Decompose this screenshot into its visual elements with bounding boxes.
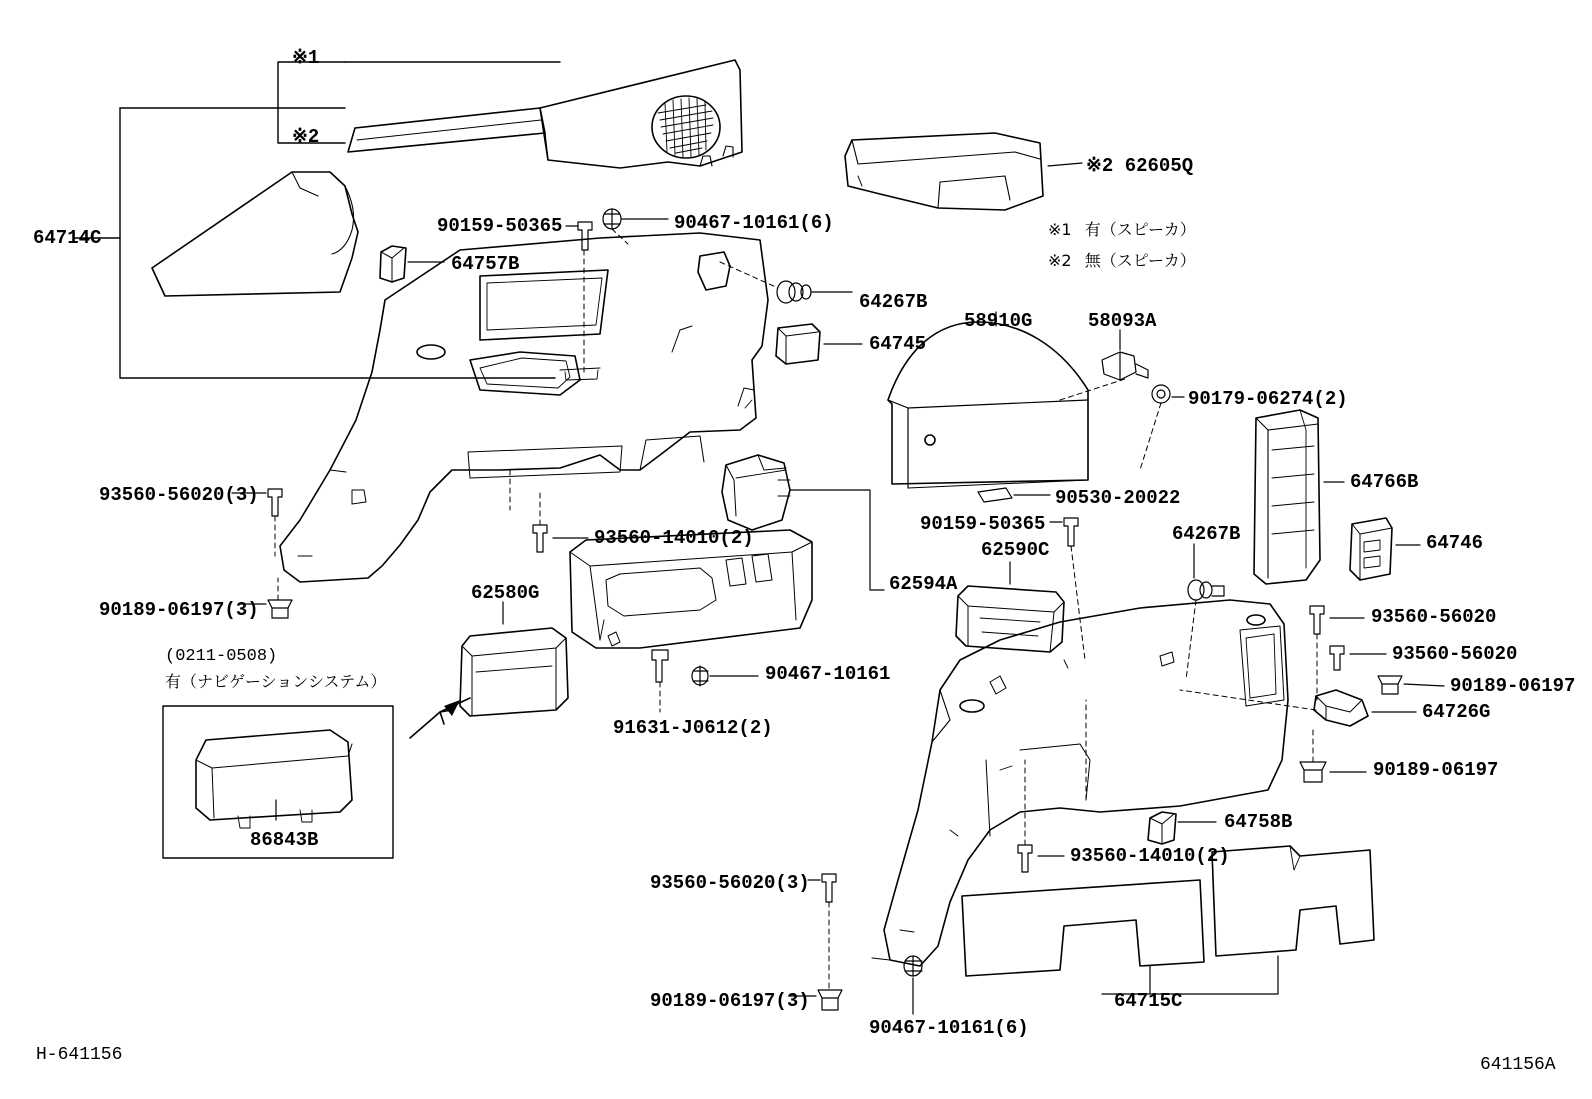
callout-93560-56020-left: 93560-56020(3) (99, 484, 259, 506)
callout-64757B: 64757B (451, 253, 520, 275)
legend-note-1 (1048, 221, 1196, 239)
legend-note-1-text: 有（スピーカ） (1084, 220, 1196, 239)
callout-62590C: 62590C (981, 539, 1050, 561)
callout-90530-20022: 90530-20022 (1055, 487, 1181, 509)
callout-mark-2: ※2 (292, 126, 320, 148)
callout-90467-10161-bottom: 90467-10161(6) (869, 1017, 1029, 1039)
legend-note-2 (1048, 252, 1196, 270)
inset-caption: 有（ナビゲーションシステム） (165, 672, 387, 691)
callout-64726G: 64726G (1422, 701, 1491, 723)
callout-64745: 64745 (869, 333, 927, 355)
callout-mark-1: ※1 (292, 47, 320, 69)
callout-62594A: 62594A (889, 573, 958, 595)
callout-90189-06197-right-1: 90189-06197 (1450, 675, 1576, 697)
callout-62605Q: ※2 62605Q (1086, 155, 1194, 177)
callout-64758B: 64758B (1224, 811, 1293, 833)
legend-note-2-mark: ※2 (1048, 251, 1072, 270)
sheet-code-left: H-641156 (36, 1045, 123, 1065)
callout-90179-06274: 90179-06274(2) (1188, 388, 1348, 410)
legend-note-2-text: 無（スピーカ） (1084, 251, 1196, 270)
callout-93560-56020-right-2: 93560-56020 (1392, 643, 1518, 665)
callout-64267B-right: 64267B (1172, 523, 1241, 545)
callout-90189-06197-bottom: 90189-06197(3) (650, 990, 810, 1012)
callout-58910G: 58910G (964, 310, 1033, 332)
callout-58093A: 58093A (1088, 310, 1157, 332)
callout-90159-50365-right: 90159-50365 (920, 513, 1046, 535)
inset-date-range: (0211-0508) (165, 647, 278, 666)
callout-64267B-upper: 64267B (859, 291, 928, 313)
callout-64766B: 64766B (1350, 471, 1419, 493)
callout-90467-10161-top: 90467-10161(6) (674, 212, 834, 234)
callout-91631-J0612: 91631-J0612(2) (613, 717, 773, 739)
callout-93560-56020-right-1: 93560-56020 (1371, 606, 1497, 628)
callout-90189-06197-left: 90189-06197(3) (99, 599, 259, 621)
callout-93560-14010-bottom: 93560-14010(2) (1070, 845, 1230, 867)
callout-62580G: 62580G (471, 582, 540, 604)
callout-64715C: 64715C (1114, 990, 1183, 1012)
inset-part-86843B: 86843B (250, 829, 319, 851)
callout-64746: 64746 (1426, 532, 1484, 554)
callout-64714C: 64714C (33, 227, 102, 249)
callout-90189-06197-right-2: 90189-06197 (1373, 759, 1499, 781)
legend-note-1-mark: ※1 (1048, 220, 1072, 239)
sheet-code-right: 641156A (1480, 1055, 1556, 1075)
callout-93560-14010-center: 93560-14010(2) (594, 527, 754, 549)
callout-93560-56020-bottom: 93560-56020(3) (650, 872, 810, 894)
callout-90159-50365-top: 90159-50365 (437, 215, 563, 237)
callout-90467-10161-center: 90467-10161 (765, 663, 891, 685)
